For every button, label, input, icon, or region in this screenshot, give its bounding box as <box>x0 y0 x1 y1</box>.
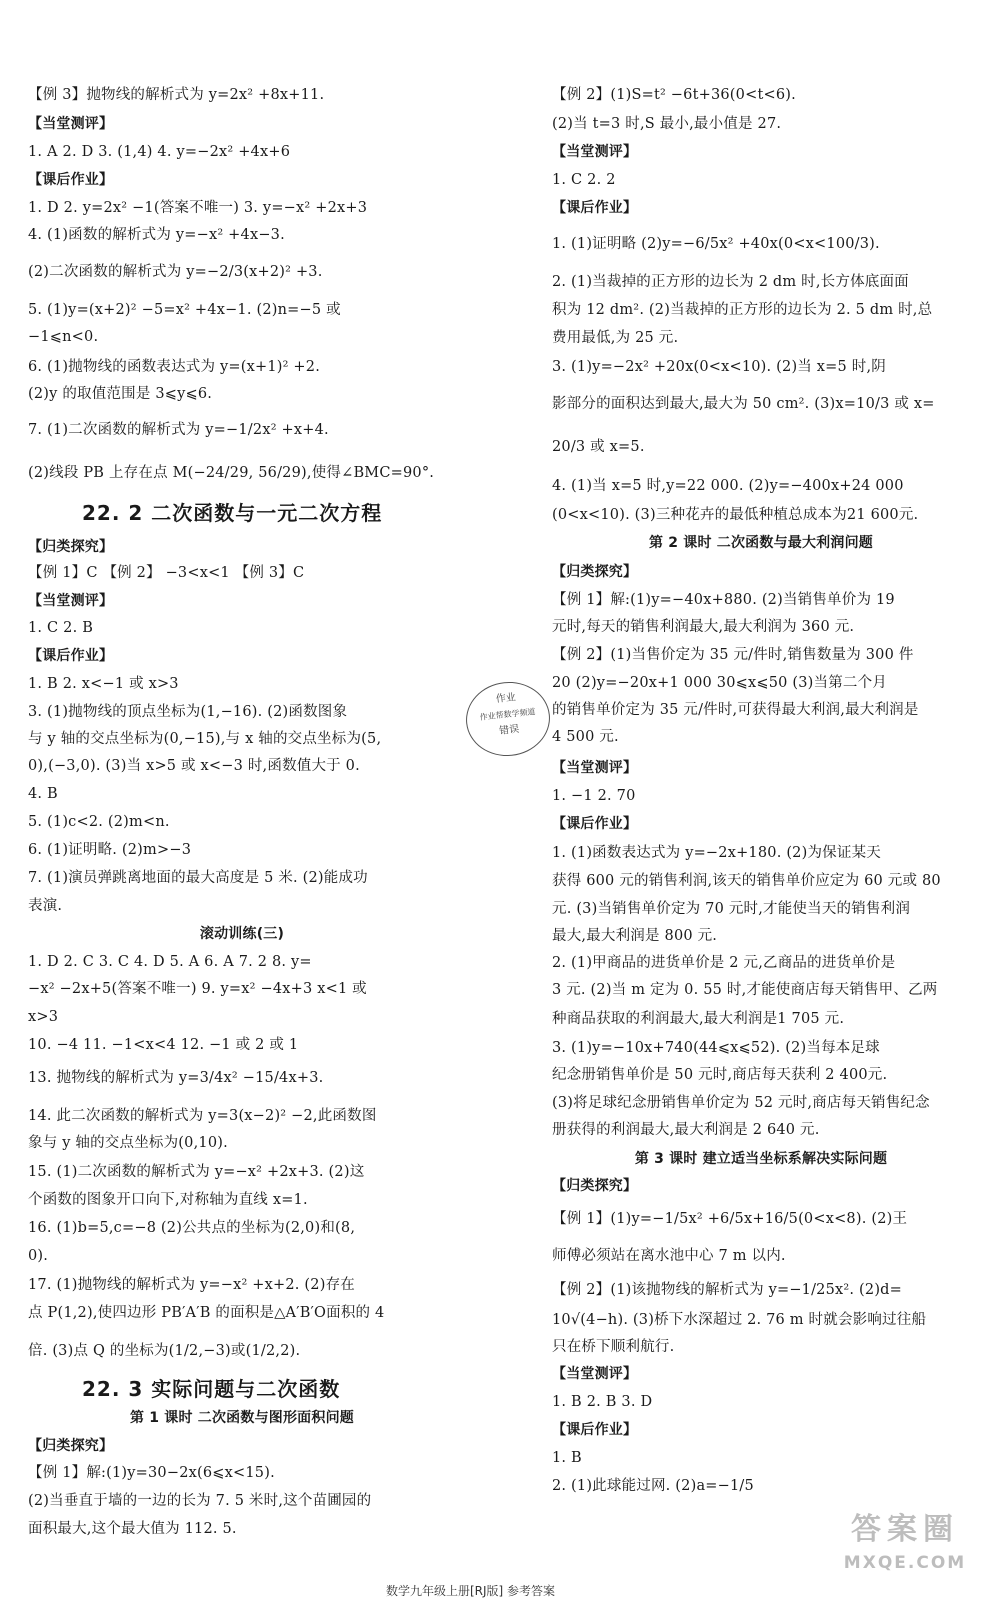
answer-line: 6. (1)抛物线的函数表达式为 y=(x+1)² +2. <box>28 359 321 375</box>
section-label: 【课后作业】 <box>552 200 638 216</box>
answer-line: 5. (1)y=(x+2)² −5=x² +4x−1. (2)n=−5 或 <box>28 302 341 318</box>
stamp-line-1: 作业 <box>495 692 517 706</box>
section-label: 【归类探究】 <box>28 539 114 555</box>
answer-line: 2. (1)此球能过网. (2)a=−1/5 <box>552 1478 754 1494</box>
answer-line: 2. (1)当裁掉的正方形的边长为 2 dm 时,长方体底面面 <box>552 274 909 290</box>
section-label: 【归类探究】 <box>28 1438 114 1454</box>
answer-line: 获得 600 元的销售利润,该天的销售单价应定为 60 元或 80 <box>552 873 941 889</box>
answer-line: 象与 y 轴的交点坐标为(0,10). <box>28 1135 228 1151</box>
answer-line: 师傅必须站在离水池中心 7 m 以内. <box>552 1248 786 1264</box>
section-heading: 22. 3 实际问题与二次函数 <box>82 1377 341 1401</box>
answer-line: 1. C 2. B <box>28 620 94 636</box>
answer-line: (2)线段 PB 上存在点 M(−24/29, 56/29),使得∠BMC=90°. <box>28 465 435 481</box>
answer-line: −1⩽n<0. <box>28 329 99 345</box>
answer-line: 13. 抛物线的解析式为 y=3/4x² −15/4x+3. <box>28 1070 324 1086</box>
answer-line: (2)二次函数的解析式为 y=−2/3(x+2)² +3. <box>28 264 323 280</box>
section-label: 【课后作业】 <box>28 648 114 664</box>
answer-line: 【例 1】C 【例 2】 −3<x<1 【例 3】C <box>28 565 305 581</box>
page-footer: 数学九年级上册[RJ版] 参考答案 <box>386 1584 556 1598</box>
answer-line: 元. (3)当销售单价定为 70 元时,才能使当天的销售利润 <box>552 901 911 917</box>
stamp-line-2: 作业帮数学频道 <box>479 707 536 722</box>
answer-line: 1. C 2. 2 <box>552 172 616 188</box>
answer-line: 4. (1)当 x=5 时,y=22 000. (2)y=−400x+24 000 <box>552 478 904 494</box>
answer-line: 【例 1】解:(1)y=−40x+880. (2)当销售单价为 19 <box>552 592 895 608</box>
answer-line: 1. −1 2. 70 <box>552 788 636 804</box>
answer-line: 费用最低,为 25 元. <box>552 330 679 346</box>
answer-line: 4. (1)函数的解析式为 y=−x² +4x−3. <box>28 227 285 243</box>
answer-line: 6. (1)证明略. (2)m>−3 <box>28 842 192 858</box>
section-label: 【课后作业】 <box>552 816 638 832</box>
stamp-line-3: 错误 <box>498 723 520 737</box>
answer-line: 10√(4−h). (3)桥下水深超过 2. 76 m 时就会影响过往船 <box>552 1312 927 1328</box>
watermark-url: MXQE.COM <box>843 1553 967 1573</box>
answer-line: 个函数的图象开口向下,对称轴为直线 x=1. <box>28 1192 308 1208</box>
answer-line: 20 (2)y=−20x+1 000 30⩽x⩽50 (3)当第二个月 <box>552 675 888 691</box>
answer-line: 20/3 或 x=5. <box>552 439 645 455</box>
homework-stamp <box>462 678 553 760</box>
answer-line: 7. (1)演员弹跳离地面的最大高度是 5 米. (2)能成功 <box>28 870 368 886</box>
watermark-title: 答案圈 <box>851 1512 959 1547</box>
section-label: 【当堂测评】 <box>552 144 638 160</box>
answer-line: 4 500 元. <box>552 729 619 745</box>
answer-line: 册获得的利润最大,最大利润是 2 640 元. <box>552 1122 820 1138</box>
answer-line: 倍. (3)点 Q 的坐标为(1/2,−3)或(1/2,2). <box>28 1343 301 1359</box>
answer-line: 点 P(1,2),使四边形 PB′A′B 的面积是△A′B′O面积的 4 <box>28 1305 385 1321</box>
answer-line: 5. (1)c<2. (2)m<n. <box>28 814 170 830</box>
answer-line: 最大,最大利润是 800 元. <box>552 928 718 944</box>
answer-line: 2. (1)甲商品的进货单价是 2 元,乙商品的进货单价是 <box>552 955 896 971</box>
answer-line: 【例 2】(1)当售价定为 35 元/件时,销售数量为 300 件 <box>552 647 914 663</box>
answer-line: 的销售单价定为 35 元/件时,可获得最大利润,最大利润是 <box>552 702 919 718</box>
answer-line: 种商品获取的利润最大,最大利润是1 705 元. <box>552 1011 845 1027</box>
answer-line: 16. (1)b=5,c=−8 (2)公共点的坐标为(2,0)和(8, <box>28 1220 356 1236</box>
answer-line: 15. (1)二次函数的解析式为 y=−x² +2x+3. (2)这 <box>28 1164 365 1180</box>
answer-line: 1. B 2. B 3. D <box>552 1394 653 1410</box>
answer-line: 与 y 轴的交点坐标为(0,−15),与 x 轴的交点坐标为(5, <box>28 731 382 747</box>
section-label: 【当堂测评】 <box>28 593 114 609</box>
answer-line: 1. (1)证明略 (2)y=−6/5x² +40x(0<x<100/3). <box>552 236 880 252</box>
subsection-heading: 第 1 课时 二次函数与图形面积问题 <box>130 1410 354 1426</box>
answer-line: 【例 1】解:(1)y=30−2x(6⩽x<15). <box>28 1465 275 1481</box>
answer-line: 【例 2】(1)该抛物线的解析式为 y=−1/25x². (2)d= <box>552 1282 903 1298</box>
subsection-heading: 第 2 课时 二次函数与最大利润问题 <box>649 535 873 551</box>
answer-line: 积为 12 dm². (2)当裁掉的正方形的边长为 2. 5 dm 时,总 <box>552 302 933 318</box>
answer-line: 1. A 2. D 3. (1,4) 4. y=−2x² +4x+6 <box>28 144 291 160</box>
answer-line: −x² −2x+5(答案不唯一) 9. y=x² −4x+3 x<1 或 <box>28 981 367 997</box>
section-label: 【课后作业】 <box>552 1422 638 1438</box>
answer-line: (2)当 t=3 时,S 最小,最小值是 27. <box>552 116 782 132</box>
subsection-heading: 滚动训练(三) <box>199 926 285 942</box>
answer-line: (3)将足球纪念册销售单价定为 52 元时,商店每天销售纪念 <box>552 1095 930 1111</box>
answer-line: (2)当垂直于墙的一边的长为 7. 5 米时,这个苗圃园的 <box>28 1493 372 1509</box>
section-label: 【归类探究】 <box>552 1178 638 1194</box>
answer-line: 3. (1)y=−2x² +20x(0<x<10). (2)当 x=5 时,阴 <box>552 359 886 375</box>
answer-line: 【例 2】(1)S=t² −6t+36(0<t<6). <box>552 87 796 103</box>
answer-line: 表演. <box>28 898 63 914</box>
site-watermark <box>820 1508 990 1588</box>
answer-line: 面积最大,这个最大值为 112. 5. <box>28 1521 237 1537</box>
answer-line: 影部分的面积达到最大,最大为 50 cm². (3)x=10/3 或 x= <box>552 396 935 412</box>
answer-line: 纪念册销售单价是 50 元时,商店每天获利 2 400元. <box>552 1067 888 1083</box>
section-label: 【当堂测评】 <box>28 116 114 132</box>
section-label: 【当堂测评】 <box>552 1366 638 1382</box>
answer-line: (0<x<10). (3)三种花卉的最低种植总成本为21 600元. <box>552 507 919 523</box>
answer-line: 10. −4 11. −1<x<4 12. −1 或 2 或 1 <box>28 1037 299 1053</box>
answer-line: 3. (1)y=−10x+740(44⩽x⩽52). (2)当每本足球 <box>552 1040 880 1056</box>
section-label: 【课后作业】 <box>28 172 114 188</box>
answer-line: x>3 <box>28 1009 59 1025</box>
answer-line: 元时,每天的销售利润最大,最大利润为 360 元. <box>552 619 855 635</box>
answer-line: 只在桥下顺利航行. <box>552 1339 675 1355</box>
section-heading: 22. 2 二次函数与一元二次方程 <box>82 501 383 525</box>
answer-line: 3. (1)抛物线的顶点坐标为(1,−16). (2)函数图象 <box>28 704 348 720</box>
section-label: 【归类探究】 <box>552 564 638 580</box>
answer-line: 0). <box>28 1248 49 1264</box>
answer-line: 3 元. (2)当 m 定为 0. 55 时,才能使商店每天销售甲、乙两 <box>552 982 938 998</box>
answer-line: 7. (1)二次函数的解析式为 y=−1/2x² +x+4. <box>28 422 329 438</box>
answer-line: 【例 3】抛物线的解析式为 y=2x² +8x+11. <box>28 87 325 103</box>
answer-line: 1. B 2. x<−1 或 x>3 <box>28 676 179 692</box>
answer-line: 1. B <box>552 1450 582 1466</box>
subsection-heading: 第 3 课时 建立适当坐标系解决实际问题 <box>634 1151 888 1167</box>
answer-line: 1. D 2. C 3. C 4. D 5. A 6. A 7. 2 8. y= <box>28 954 312 970</box>
answer-line: 0),(−3,0). (3)当 x>5 或 x<−3 时,函数值大于 0. <box>28 758 360 774</box>
answer-line: 1. (1)函数表达式为 y=−2x+180. (2)为保证某天 <box>552 845 881 861</box>
answer-line: 17. (1)抛物线的解析式为 y=−x² +x+2. (2)存在 <box>28 1277 355 1293</box>
answer-line: 【例 1】(1)y=−1/5x² +6/5x+16/5(0<x<8). (2)王 <box>552 1211 908 1227</box>
answer-line: 1. D 2. y=2x² −1(答案不唯一) 3. y=−x² +2x+3 <box>28 200 368 216</box>
answer-line: 14. 此二次函数的解析式为 y=3(x−2)² −2,此函数图 <box>28 1108 377 1124</box>
answer-line: 4. B <box>28 786 58 802</box>
section-label: 【当堂测评】 <box>552 760 638 776</box>
answer-line: (2)y 的取值范围是 3⩽y⩽6. <box>28 386 213 402</box>
